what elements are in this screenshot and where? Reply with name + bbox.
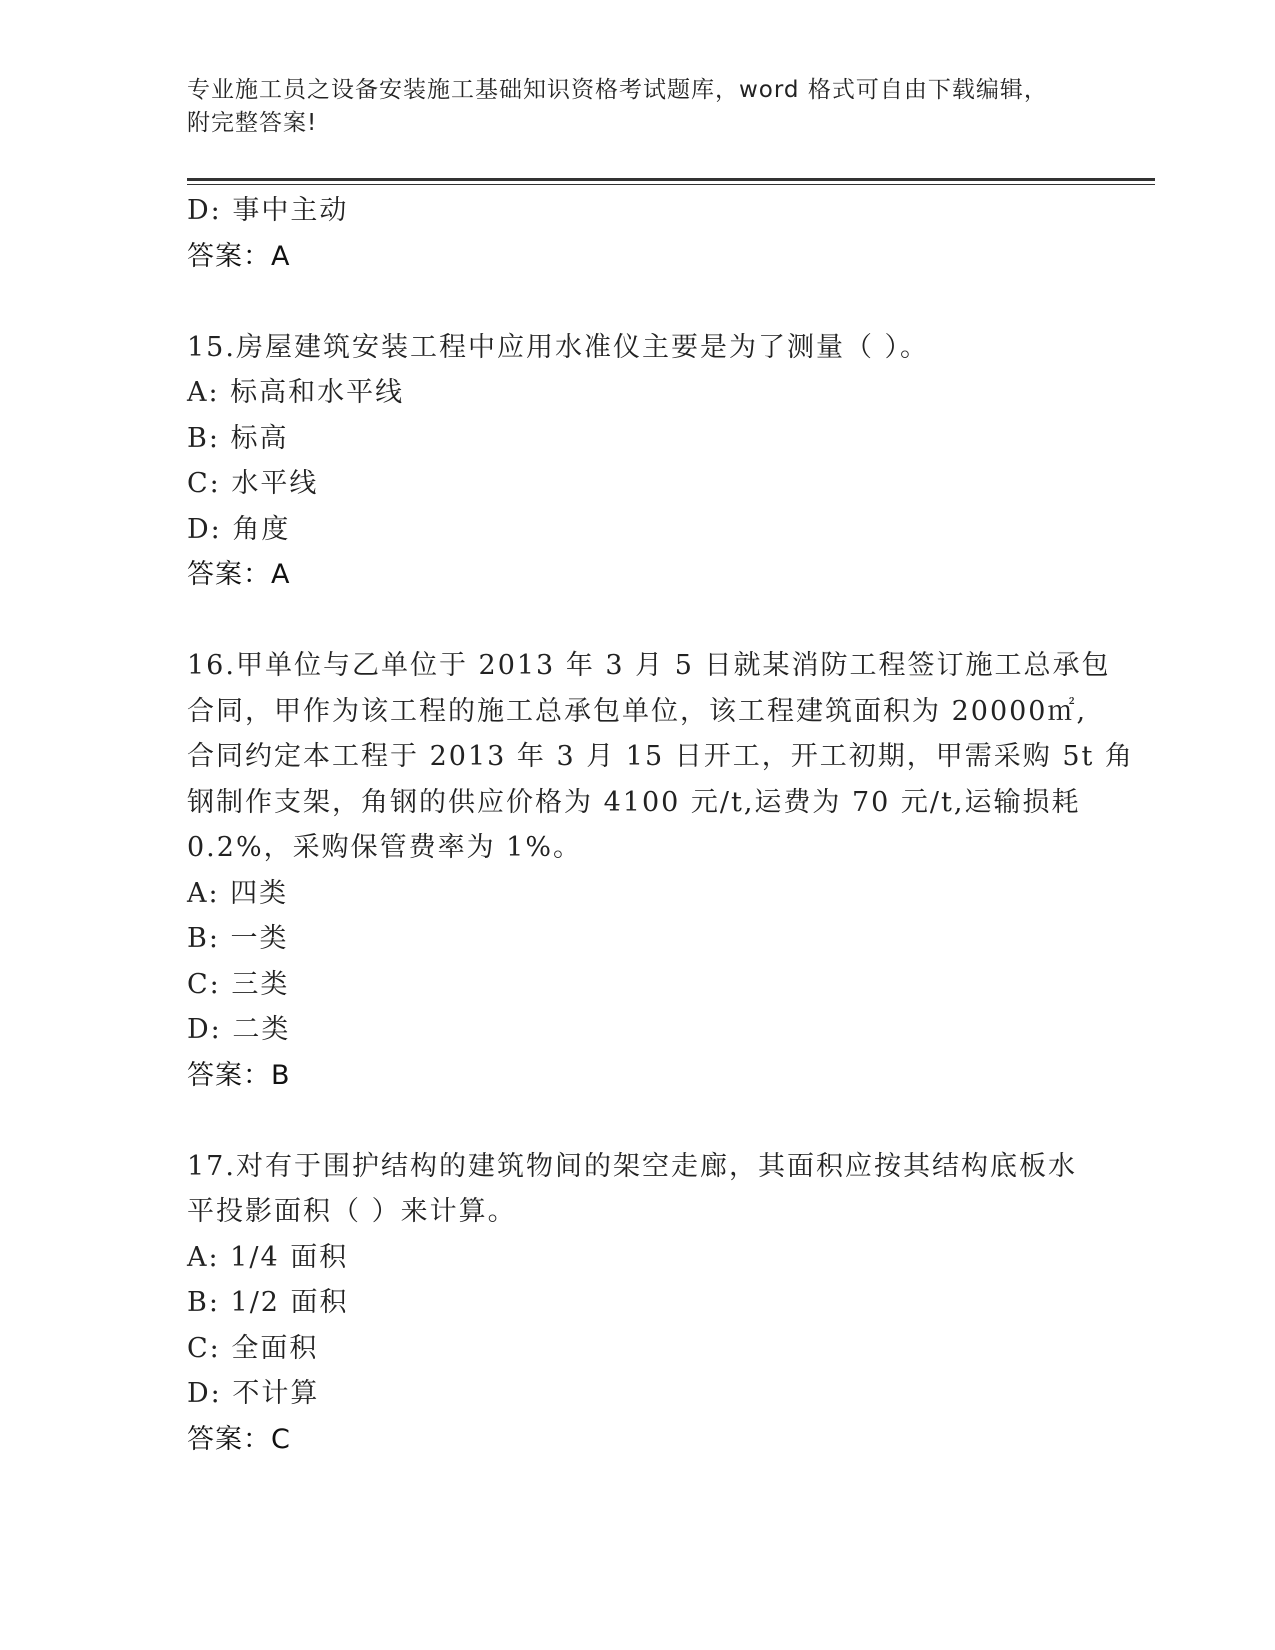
question-stem-line: 0.2%，采购保管费率为 1%。 <box>187 832 583 863</box>
question-16 <box>187 643 1134 1098</box>
spacer <box>187 279 1087 325</box>
header-rule-thick <box>187 178 1155 181</box>
question-stem-line: 16.甲单位与乙单位于 2013 年 3 月 5 日就某消防工程签订施工总承包 <box>187 650 1111 681</box>
header-title-line-1: 专业施工员之设备安装施工基础知识资格考试题库，word 格式可自由下载编辑， <box>187 77 1048 103</box>
option-a: A: 四类 <box>187 877 289 909</box>
option-b: B: 标高 <box>187 422 289 454</box>
option-a: A: 标高和水平线 <box>187 377 405 408</box>
question-14-tail <box>187 188 1087 279</box>
question-stem-line: 钢制作支架，角钢的供应价格为 4100 元/t,运费为 70 元/t,运输损耗 <box>187 786 1081 818</box>
question-stem <box>187 643 1134 871</box>
answer-label: 答案：B <box>187 1059 291 1091</box>
header-title-line-2: 附完整答案! <box>187 110 318 136</box>
answer-label: 答案：A <box>187 559 291 590</box>
option-b: B: 一类 <box>187 923 289 954</box>
option-d: D: 事中主动 <box>187 195 349 226</box>
option-c: C: 水平线 <box>187 468 319 499</box>
question-15 <box>187 325 1087 598</box>
question-stem-line: 平投影面积（ ）来计算。 <box>187 1196 517 1227</box>
question-stem: 15.房屋建筑安装工程中应用水准仪主要是为了测量（ ）。 <box>187 331 930 363</box>
option-a: A: 1/4 面积 <box>187 1241 349 1273</box>
option-c: C: 全面积 <box>187 1332 319 1364</box>
option-c: C: 三类 <box>187 968 290 1000</box>
question-stem-line: 17.对有于围护结构的建筑物间的架空走廊，其面积应按其结构底板水 <box>187 1150 1077 1182</box>
option-d: D: 不计算 <box>187 1378 320 1409</box>
document-body <box>187 188 1134 1462</box>
document-header <box>187 74 1067 140</box>
question-17 <box>187 1144 1087 1463</box>
answer-label: 答案：C <box>187 1423 291 1455</box>
spacer <box>187 598 1087 644</box>
spacer <box>187 1098 1087 1144</box>
header-rule-thin <box>187 184 1155 185</box>
question-stem <box>187 1144 1077 1235</box>
question-stem-line: 合同约定本工程于 2013 年 3 月 15 日开工，开工初期，甲需采购 5t 角 <box>187 741 1134 772</box>
option-d: D: 二类 <box>187 1014 291 1045</box>
answer-label: 答案：A <box>187 240 291 272</box>
option-b: B: 1/2 面积 <box>187 1287 349 1318</box>
question-stem-line: 合同，甲作为该工程的施工总承包单位，该工程建筑面积为 20000㎡, <box>187 695 1088 727</box>
option-d: D: 角度 <box>187 513 291 545</box>
